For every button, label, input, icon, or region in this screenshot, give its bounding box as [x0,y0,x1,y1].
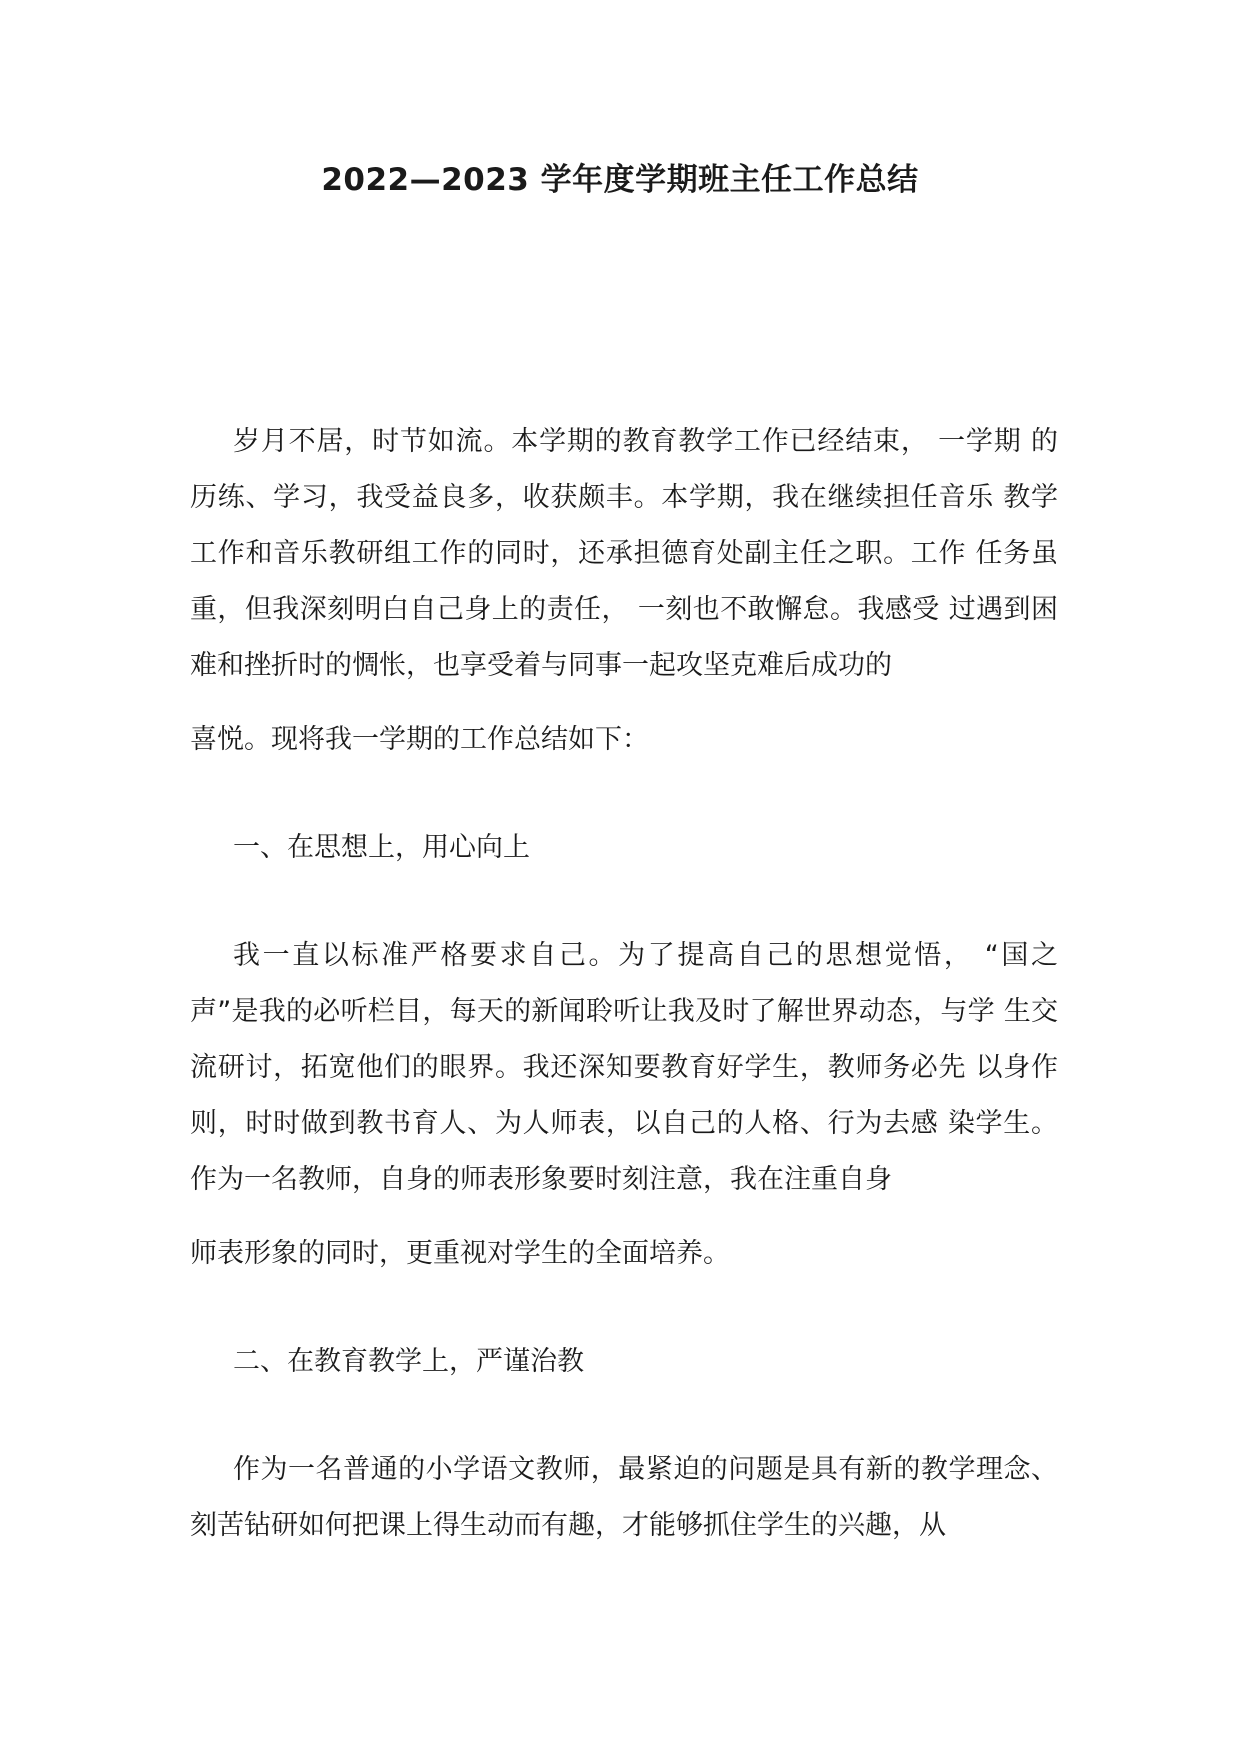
document-body [190,414,1058,1554]
section-heading-1: 一、在思想上，用心向上 [233,832,530,863]
section-1-paragraph-continuation: 师表形象的同时，更重视对学生的全面培养。 [190,1238,730,1269]
document-title: 2022—2023 学年度学期班主任工作总结 [321,162,919,198]
intro-paragraph-continuation: 喜悦。现将我一学期的工作总结如下： [190,724,649,755]
section-2-paragraph: 作为一名普通的小学语文教师，最紧迫的问题是具有新的教学理念、刻苦钻研如何把课上得生动而有趣，才能够抓住学生的兴趣，从 [190,1454,1058,1541]
section-1-paragraph: 我一直以标准严格要求自己。为了提高自己的思想觉悟， “国之 声”是我的必听栏目，每天的新闻聆听让我及时了解世界动态，与学 生交流研讨，拓宽他们的眼界。我还深知要教育好学生，教师务必先 以身作则，时时做到教书育人、为人师表，以自己的人格、行为去感 染学生。作为一名教师，自身的师表形象要时刻注意，我在注重自身 [190,940,1058,1195]
intro-paragraph: 岁月不居，时节如流。本学期的教育教学工作已经结束， 一学期 的历练、学习，我受益良多，收获颇丰。本学期，我在继续担任音乐 教学工作和音乐教研组工作的同时，还承担德育处副主任之职。工作 任务虽重，但我深刻明白自己身上的责任， 一刻也不敢懈怠。我感受 过遇到困难和挫折时的惆怅，也享受着与同事一起攻坚克难后成功的 [190,426,1058,681]
section-heading-2: 二、在教育教学上，严谨治教 [233,1346,584,1377]
